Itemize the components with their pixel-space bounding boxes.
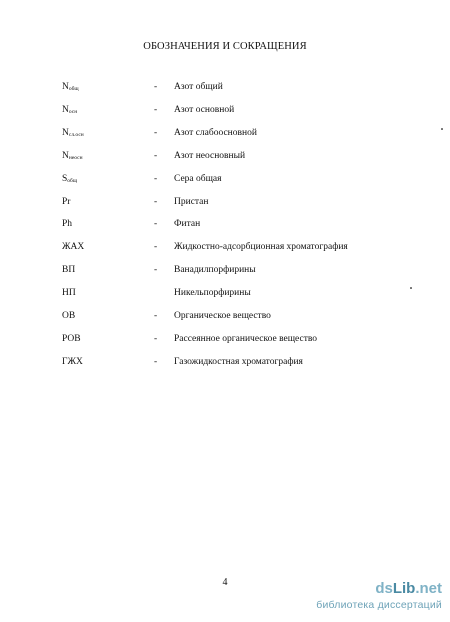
- separator-dash: -: [154, 356, 158, 367]
- abbreviation-subscript: общ: [67, 177, 78, 184]
- separator-dash: -: [154, 242, 158, 253]
- page-title: ОБОЗНАЧЕНИЯ И СОКРАЩЕНИЯ: [143, 41, 307, 52]
- abbreviation-row: [0, 288, 450, 302]
- abbreviation-definition: Ванадилпорфирины: [174, 265, 256, 276]
- abbreviation-term: $N_{осн}$: [62, 104, 78, 115]
- watermark-logo: dsLib.net: [375, 580, 442, 597]
- abbreviation-term: $N_{сл.осн}$: [62, 127, 84, 138]
- abbreviation-definition: Пристан: [174, 196, 209, 207]
- abbreviation-definition: Азот неосновный: [174, 150, 246, 161]
- abbreviation-term: Pr: [62, 196, 71, 207]
- abbreviation-subscript: неосн: [68, 154, 83, 161]
- abbreviation-definition: Органическое вещество: [174, 311, 271, 321]
- abbreviation-definition: Азот общий: [174, 82, 223, 92]
- abbreviation-term: РОВ: [62, 333, 81, 344]
- scan-speck: [410, 287, 412, 289]
- abbreviation-definition: Сера общая: [174, 173, 222, 184]
- abbreviation-row: [0, 242, 450, 256]
- abbreviation-term: ГЖХ: [62, 356, 83, 367]
- separator-dash: -: [154, 150, 158, 161]
- separator-dash: -: [154, 265, 158, 276]
- abbreviation-term: $N_{неосн}$: [62, 150, 83, 161]
- abbreviation-definition: Газожидкостная хроматография: [174, 356, 303, 367]
- abbreviation-definition: Фитан: [174, 219, 201, 230]
- separator-dash: -: [154, 82, 158, 92]
- abbreviation-term: $S_{общ}$: [62, 173, 78, 184]
- separator-dash: -: [154, 333, 158, 344]
- abbreviation-definition: Азот основной: [174, 104, 235, 115]
- abbreviation-term: $N_{общ}$: [62, 82, 79, 92]
- separator-dash: -: [154, 196, 158, 207]
- separator-dash: -: [154, 311, 158, 321]
- abbreviation-subscript: осн: [68, 108, 78, 115]
- separator-dash: -: [154, 173, 158, 184]
- abbreviation-subscript: общ: [68, 86, 79, 92]
- scan-speck: [441, 128, 443, 130]
- abbreviation-definition: Азот слабоосновной: [174, 127, 257, 138]
- abbreviation-term: ОВ: [62, 311, 76, 321]
- abbreviation-row: [0, 128, 450, 142]
- page-number: 4: [222, 577, 228, 588]
- abbreviation-definition: Жидкостно-адсорбционная хроматография: [174, 242, 348, 253]
- abbreviation-definition: Рассеянное органическое вещество: [174, 333, 318, 344]
- abbreviation-definition: Никельпорфирины: [174, 288, 251, 299]
- abbreviation-term: НП: [62, 288, 76, 299]
- abbreviation-row: [0, 334, 450, 348]
- abbreviation-row: [0, 174, 450, 188]
- abbreviation-row: [0, 311, 450, 325]
- watermark-subtitle: библиотека диссертаций: [316, 599, 442, 611]
- separator-dash: -: [154, 104, 158, 115]
- abbreviation-term: ВП: [62, 265, 76, 276]
- separator-dash: -: [154, 127, 158, 138]
- abbreviation-term: Ph: [62, 219, 73, 230]
- abbreviation-row: [0, 219, 450, 233]
- abbreviation-row: [0, 265, 450, 279]
- abbreviation-row: [0, 82, 450, 96]
- abbreviation-subscript: сл.осн: [68, 131, 84, 138]
- abbreviation-row: [0, 105, 450, 119]
- abbreviation-row: [0, 197, 450, 211]
- watermark: [312, 580, 442, 612]
- separator-dash: -: [154, 219, 158, 230]
- abbreviation-row: [0, 151, 450, 165]
- abbreviation-row: [0, 357, 450, 371]
- abbreviation-term: ЖАХ: [62, 242, 85, 253]
